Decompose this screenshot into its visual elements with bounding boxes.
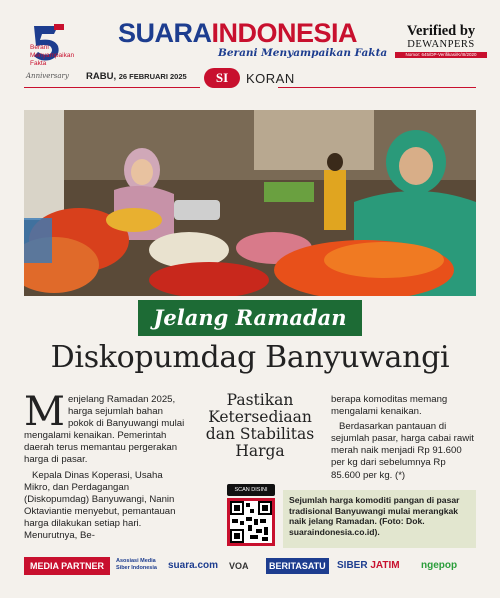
partner-voa: VOA xyxy=(229,561,249,571)
edition-badge: SI xyxy=(204,68,240,88)
partner-siber: SIBER xyxy=(337,560,368,571)
qr-scan-label: SCAN DISINI xyxy=(227,484,275,496)
media-partner-label: MEDIA PARTNER xyxy=(24,557,110,575)
header-rule-left xyxy=(24,87,200,88)
partner-siber-jatim xyxy=(337,558,400,574)
brand-tagline: Berani Menyampaikan Fakta xyxy=(218,47,388,59)
article-headline: Diskopumdag Banyuwangi xyxy=(50,340,450,375)
verified-line1: Verified by xyxy=(406,23,476,39)
partner-beritasatu: BERITASATU xyxy=(266,558,329,574)
edition-label: KORAN xyxy=(246,71,295,86)
logo-tagline: Berani Menyampaikan Fakta xyxy=(30,44,75,67)
partner-jatim: JATIM xyxy=(370,560,400,571)
partner-ngepop: ngepop xyxy=(421,560,458,571)
dateline xyxy=(86,71,187,82)
verified-badge xyxy=(395,24,487,58)
article-paragraph-1-text: enjelang Ramadan 2025, harga sejumlah bahan pokok di Banyuwangi mulai mengalami kenaikan. Pemerintah daerah terus memantau pergerakan harga di pasar. xyxy=(24,394,185,466)
header-rule-right xyxy=(278,87,476,88)
article-column-3 xyxy=(331,394,476,485)
verified-line2: DEWANPERS xyxy=(407,39,475,50)
article-paragraph-1 xyxy=(24,389,189,467)
dateline-date: 26 FEBRUARI 2025 xyxy=(118,72,187,81)
dateline-day: RABU, xyxy=(86,71,117,82)
brand-title-part1: SUARA xyxy=(118,18,212,48)
partner-suara-com: suara.com xyxy=(168,560,219,571)
verified-line3: Nomor: 645/DP-Verifikasi/K/III/2020 xyxy=(395,52,487,58)
qr-code-icon xyxy=(230,501,272,543)
article-paragraph-4: Berdasarkan pantauan di sejumlah pasar, harga cabai rawit merah naik menjadi Rp 91.600 per kg dari sebelumnya Rp 85.600 per kg. (*) xyxy=(331,421,474,481)
market-photo xyxy=(24,110,476,296)
partner-amsi: Asosiasi Media Siber Indonesia xyxy=(116,558,157,571)
article-paragraph-2: Kepala Dinas Koperasi, Usaha Mikro, dan Perdagangan (Diskopumdag) Banyuwangi, Nanin Oktaviantie menyebut, pemantauan harga dilakukan setiap hari. Menurutnya, Be- xyxy=(24,469,176,542)
brand-title-part2: INDONESIA xyxy=(211,18,358,48)
section-banner: Jelang Ramadan xyxy=(138,300,362,336)
article-column-1 xyxy=(24,389,189,545)
article-subhead: Pastikan Ketersediaan dan Stabilitas Harga xyxy=(205,391,315,460)
article-paragraph-3: berapa komoditas memang mengalami kenaikan. xyxy=(331,394,448,418)
qr-code[interactable] xyxy=(227,498,275,546)
logo-signature: Anniversary xyxy=(26,72,69,80)
photo-caption: Sejumlah harga komoditi pangan di pasar tradisional Banyuwangi mulai merangkak naik jelang Ramadan. (Foto: Dok. suaraindonesia.co.id). xyxy=(283,490,476,548)
drop-cap: M xyxy=(24,389,65,435)
brand-title xyxy=(118,18,357,49)
